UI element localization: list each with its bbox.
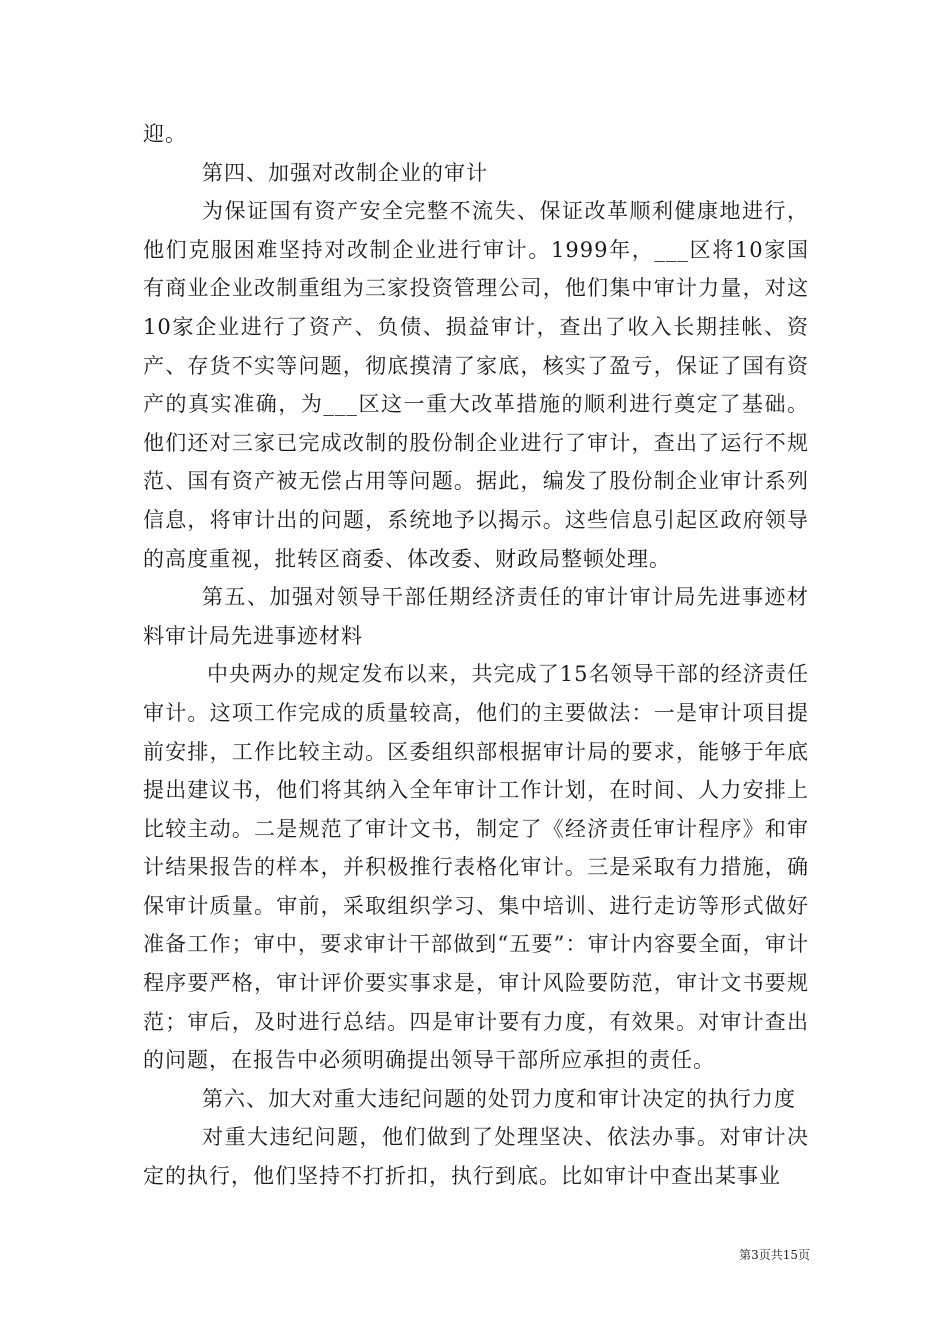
page-number: 第3页共15页 <box>739 1248 810 1262</box>
paragraph-section-6: 对重大违纪问题，他们做到了处理坚决、依法办事。对审计决定的执行，他们坚持不打折扣，执行到底。比如审计中查出某事业 <box>143 1125 809 1189</box>
paragraph-section-5: 中央两办的规定发布以来，共完成了15名领导干部的经济责任审计。这项工作完成的质量较高，他们的主要做法：一是审计项目提前安排，工作比较主动。区委组织部根据审计局的要求，能够于年底提出建议书，他们将其纳入全年审计工作计划，在时间、人力安排上比较主动。二是规范了审计文书，制定了《经济责任审计程序》和审计结果报告的样本，并积极推行表格化审计。三是采取有力措施，确保审计质量。审前，采取组织学习、集中培训、进行走访等形式做好准备工作；审中，要求审计干部做到“五要”：审计内容要全面，审计程序要严格，审计评价要实事求是，审计风险要防范，审计文书要规范；审后，及时进行总结。四是审计要有力度，有效果。对审计查出的问题，在报告中必须明确提出领导干部所应承担的责任。 <box>143 662 809 1073</box>
section-heading-4: 第四、加强对改制企业的审计 <box>202 160 488 185</box>
document-body <box>143 115 809 1196</box>
paragraph-continuation: 迎。 <box>143 122 187 146</box>
paragraph-section-4: 为保证国有资产安全完整不流失、保证改革顺利健康地进行，他们克服困难坚持对改制企业进行审计。1999年，___区将10家国有商业企业改制重组为三家投资管理公司，他们集中审计力量，对这10家企业进行了资产、负债、损益审计，查出了收入长期挂帐、资产、存货不实等问题，彻底摸清了家底，核实了盈亏，保证了国有资产的真实准确，为___区这一重大改革措施的顺利进行奠定了基础。他们还对三家已完成改制的股份制企业进行了审计，查出了运行不规范、国有资产被无偿占用等问题。据此，编发了股份制企业审计系列信息，将审计出的问题，系统地予以揭示。这些信息引起区政府领导的高度重视，批转区商委、体改委、财政局整顿处理。 <box>143 199 809 571</box>
section-heading-6: 第六、加大对重大违纪问题的处罚力度和审计决定的执行力度 <box>202 1086 796 1111</box>
section-heading-5: 第五、加强对领导干部任期经济责任的审计审计局先进事迹材料审计局先进事迹材料 <box>143 585 809 648</box>
